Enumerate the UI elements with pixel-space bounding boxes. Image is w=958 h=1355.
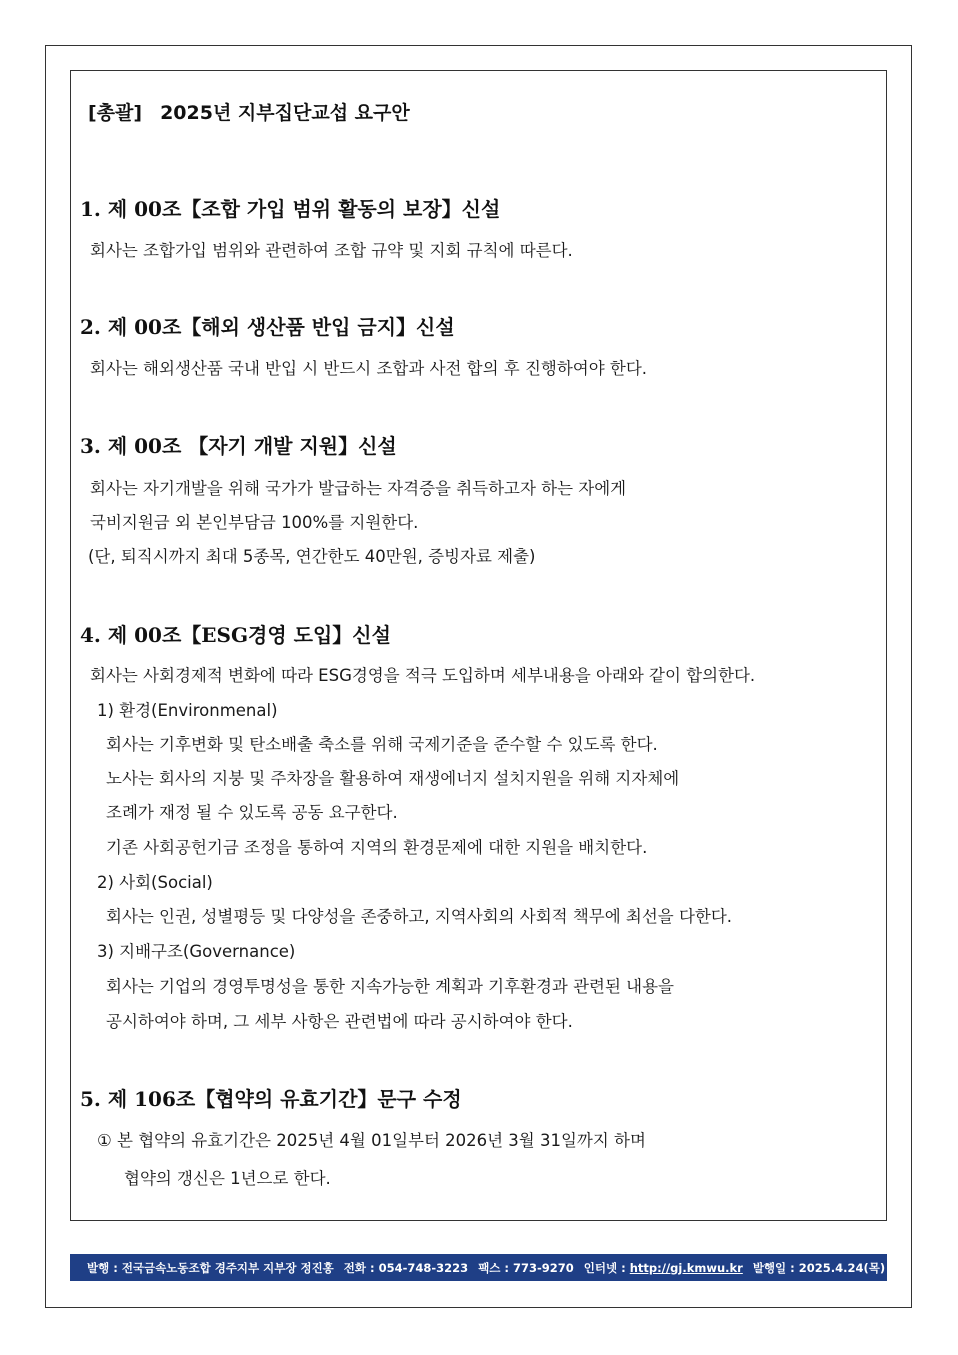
footer-publisher: 발행 : 전국금속노동조합 경주지부 지부장 정진홍: [87, 1260, 334, 1275]
section-4-line-env-1: 회사는 기후변화 및 탄소배출 축소를 위해 국제기준을 준수할 수 있도록 한다.: [106, 735, 658, 754]
section-4-line-gov-1: 회사는 기업의 경영투명성을 통한 지속가능한 계획과 기후환경과 관련된 내용을: [106, 977, 674, 996]
section-3-line-2: 국비지원금 외 본인부담금 100%를 지원한다.: [90, 513, 419, 532]
section-4-line-env-2: 노사는 회사의 지붕 및 주차장을 활용하여 재생에너지 설치지원을 위해 지자체에: [106, 769, 680, 788]
footer-bar: [70, 1254, 887, 1281]
section-3-line-1: 회사는 자기개발을 위해 국가가 발급하는 자격증을 취득하고자 하는 자에게: [90, 479, 627, 498]
section-4-subheading-environment: 1) 환경(Environmenal): [97, 701, 278, 720]
section-5-line-2: 협약의 갱신은 1년으로 한다.: [124, 1169, 331, 1188]
section-4-line-gov-2: 공시하여야 하며, 그 세부 사항은 관련법에 따라 공시하여야 한다.: [106, 1012, 573, 1031]
section-3-line-3: (단, 퇴직시까지 최대 5종목, 연간한도 40만원, 증빙자료 제출): [88, 547, 536, 566]
section-4-line-social-1: 회사는 인권, 성별평등 및 다양성을 존중하고, 지역사회의 사회적 책무에 최선을 다한다.: [106, 907, 733, 926]
footer-fax: 팩스 : 773-9270: [478, 1260, 574, 1275]
section-4-subheading-governance: 3) 지배구조(Governance): [97, 942, 296, 961]
footer-internet-label: 인터넷 :: [583, 1260, 626, 1275]
section-2-heading: 2. 제 00조【해외 생산품 반입 금지】신설: [80, 315, 455, 339]
page-title: [88, 98, 410, 125]
section-4-line-env-3: 조례가 재정 될 수 있도록 공동 요구한다.: [106, 803, 398, 822]
footer-phone: 전화 : 054-748-3223: [343, 1260, 469, 1275]
section-5-line-1: ① 본 협약의 유효기간은 2025년 4월 01일부터 2026년 3월 31일까지 하며: [97, 1131, 646, 1150]
section-4-line-env-4: 기존 사회공헌기금 조정을 통하여 지역의 환경문제에 대한 지원을 배치한다.: [106, 838, 648, 857]
title-text: 2025년 지부집단교섭 요구안: [160, 102, 410, 124]
section-3-heading: 3. 제 00조 【자기 개발 지원】신설: [80, 434, 397, 458]
section-4-line-1: 회사는 사회경제적 변화에 따라 ESG경영을 적극 도입하며 세부내용을 아래와 같이 합의한다.: [90, 666, 756, 685]
title-tag: [총괄]: [88, 102, 143, 124]
section-5-heading: 5. 제 106조【협약의 유효기간】문구 수정: [80, 1087, 462, 1111]
section-1-heading: 1. 제 00조【조합 가입 범위 활동의 보장】신설: [80, 197, 501, 221]
footer-date: 발행일 : 2025.4.24(목): [752, 1260, 886, 1275]
section-4-heading: 4. 제 00조【ESG경영 도입】신설: [80, 623, 391, 647]
section-1-line-1: 회사는 조합가입 범위와 관련하여 조합 규약 및 지회 규칙에 따른다.: [90, 241, 573, 260]
section-2-line-1: 회사는 해외생산품 국내 반입 시 반드시 조합과 사전 합의 후 진행하여야 한다.: [90, 359, 648, 378]
section-4-subheading-social: 2) 사회(Social): [97, 873, 213, 892]
footer-website-link[interactable]: http://gj.kmwu.kr: [629, 1260, 743, 1275]
